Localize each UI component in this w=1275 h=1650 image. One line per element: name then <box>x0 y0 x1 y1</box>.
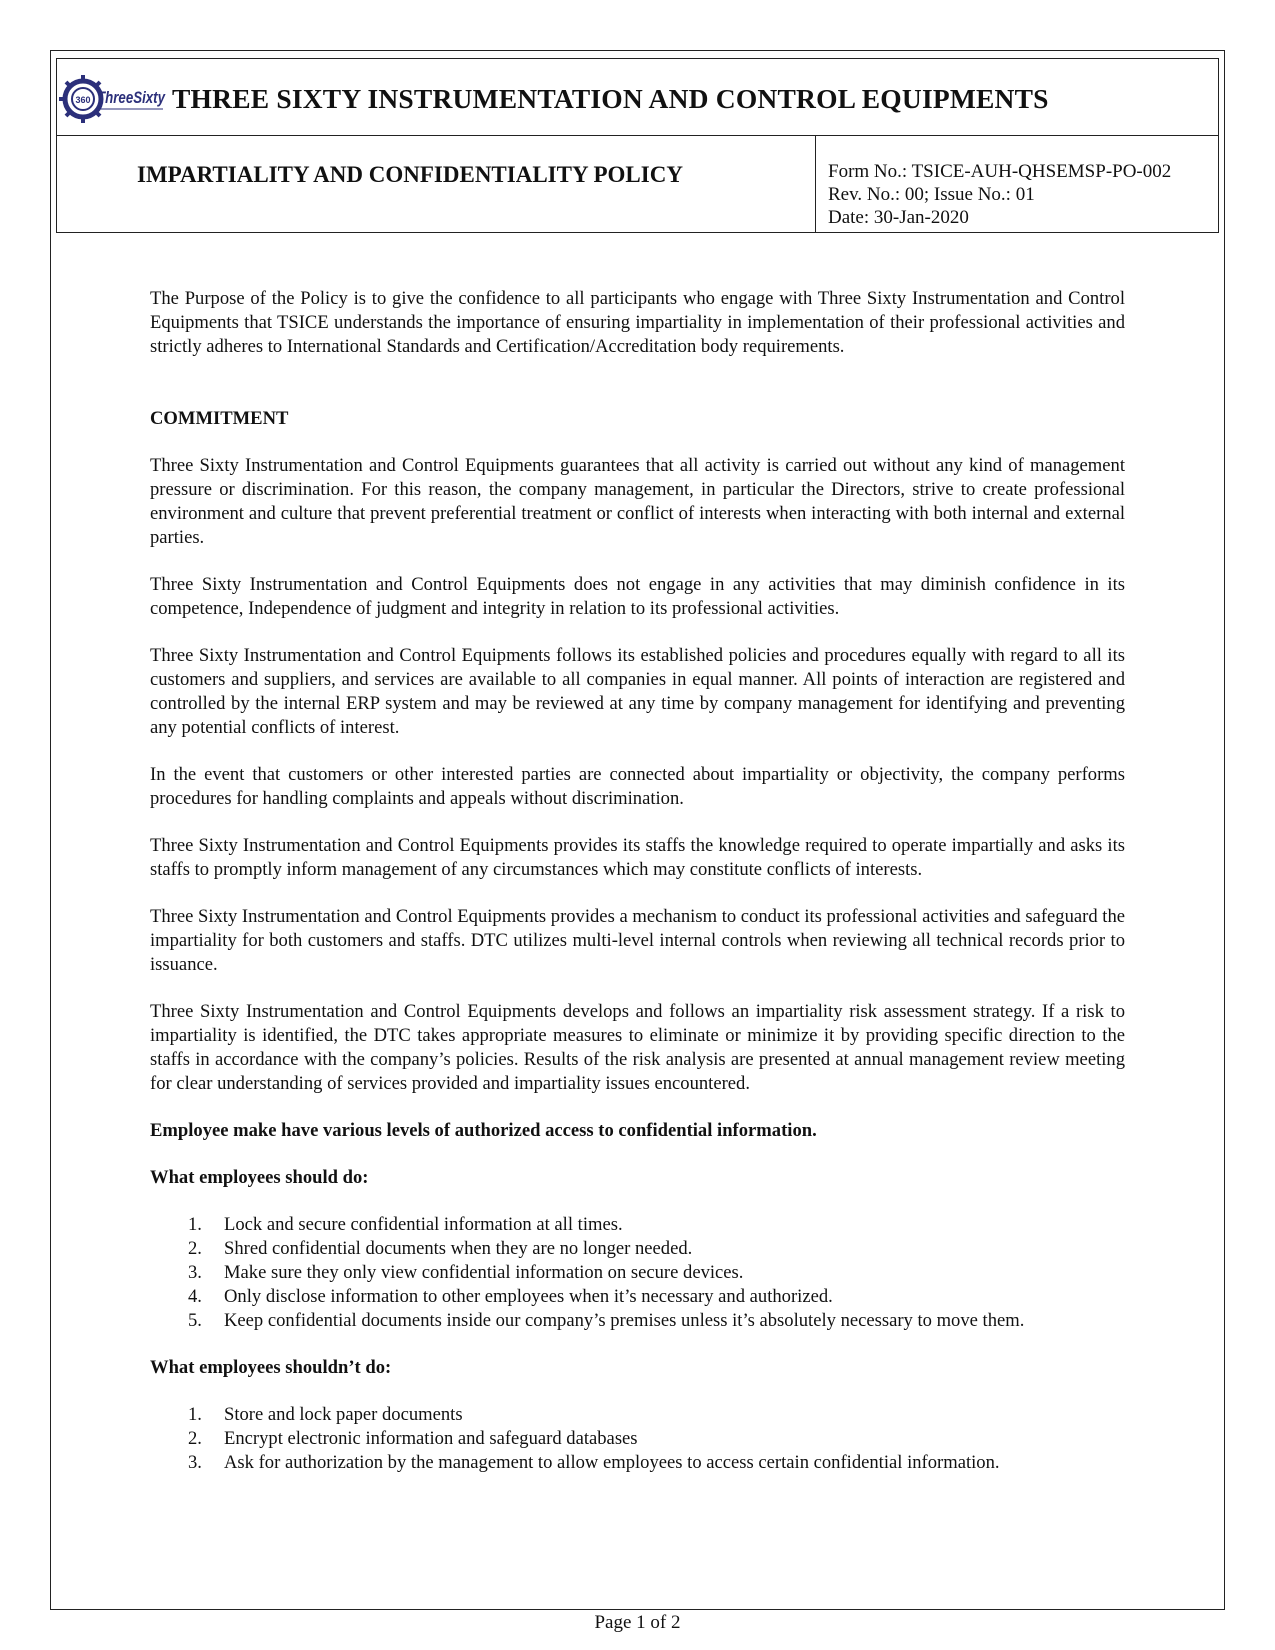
form-number: Form No.: TSICE-AUH-QHSEMSP-PO-002 <box>828 161 1172 182</box>
document-date: Date: 30-Jan-2020 <box>828 207 969 228</box>
commitment-paragraph: Three Sixty Instrumentation and Control Equipments guarantees that all activity is carried out without any kind of management pressure or discrimination. For this reason, the company management, in particular the Directors, strive to create professional environment and culture that prevent preferential treatment or conflict of interests when interacting with both internal and external parties. <box>150 455 1125 548</box>
list-item <box>150 1309 1125 1333</box>
list-item-number: 3. <box>188 1452 202 1473</box>
page-number: Page 1 of 2 <box>594 1612 681 1633</box>
list-item-number: 2. <box>188 1428 202 1449</box>
should-do-list <box>150 1213 1125 1333</box>
document-header <box>56 58 1219 233</box>
commitment-paragraph: Three Sixty Instrumentation and Control Equipments develops and follows an impartiality risk assessment strategy. If a risk to impartiality is identified, the DTC takes appropriate measures to eliminate or minimize it by providing specific direction to the staffs in accordance with the company’s policies. Results of the risk analysis are presented at annual management review meeting for clear understanding of services provided and impartiality issues encountered. <box>150 1001 1125 1094</box>
list-item-text: Lock and secure confidential information at all times. <box>224 1214 623 1235</box>
logo-number-text: 360 <box>75 95 91 105</box>
commitment-paragraph: Three Sixty Instrumentation and Control Equipments follows its established policies and procedures equally with regard to all its customers and suppliers, and services are available to all companies in equal manner. All points of interaction are registered and controlled by the internal ERP system and may be reviewed at any time by company management for identifying and preventing any potential conflicts of interest. <box>150 645 1125 738</box>
list-item <box>150 1451 1125 1475</box>
list-item-text: Only disclose information to other employees when it’s necessary and authorized. <box>224 1286 833 1307</box>
shouldnt-do-heading: What employees shouldn’t do: <box>150 1357 392 1378</box>
list-item <box>150 1427 1125 1451</box>
list-item-number: 5. <box>188 1310 202 1331</box>
revision-issue: Rev. No.: 00; Issue No.: 01 <box>828 184 1035 205</box>
shouldnt-do-list <box>150 1403 1125 1475</box>
list-item <box>150 1285 1125 1309</box>
header-info-row <box>57 136 1218 232</box>
list-item-text: Shred confidential documents when they are no longer needed. <box>224 1238 693 1259</box>
policy-body <box>150 287 1125 1475</box>
list-item-number: 3. <box>188 1262 202 1283</box>
list-item <box>150 1261 1125 1285</box>
list-item-number: 4. <box>188 1286 202 1307</box>
company-name: THREE SIXTY INSTRUMENTATION AND CONTROL EQUIPMENTS <box>172 83 1049 114</box>
list-item-text: Ask for authorization by the management to allow employees to access certain confidential information. <box>224 1452 1000 1473</box>
list-item <box>150 1237 1125 1261</box>
list-item <box>150 1403 1125 1427</box>
intro-paragraph: The Purpose of the Policy is to give the confidence to all participants who engage with Three Sixty Instrumentation and Control Equipments that TSICE understands the importance of ensuring impartiality in implementation of their professional activities and strictly adheres to International Standards and Certification/Accreditation body requirements. <box>150 288 1125 357</box>
list-item-text: Make sure they only view confidential information on secure devices. <box>224 1262 744 1283</box>
list-item-text: Store and lock paper documents <box>224 1404 463 1425</box>
commitment-paragraph: Three Sixty Instrumentation and Control Equipments provides a mechanism to conduct its professional activities and safeguard the impartiality for both customers and staffs. DTC utilizes multi-level internal controls when reviewing all technical records prior to issuance. <box>150 906 1125 975</box>
company-logo <box>63 65 167 133</box>
policy-title: IMPARTIALITY AND CONFIDENTIALITY POLICY <box>137 162 683 187</box>
list-item-number: 2. <box>188 1238 202 1259</box>
logo-wordmark-text: ThreeSixty <box>97 88 167 107</box>
list-item-text: Encrypt electronic information and safeguard databases <box>224 1428 638 1449</box>
commitment-paragraph: In the event that customers or other interested parties are connected about impartiality or objectivity, the company performs procedures for handling complaints and appeals without discrimination. <box>150 764 1125 809</box>
section-heading-commitment: COMMITMENT <box>150 408 289 429</box>
header-title-row <box>57 59 1218 136</box>
list-item-number: 1. <box>188 1214 202 1235</box>
commitment-paragraph: Three Sixty Instrumentation and Control Equipments provides its staffs the knowledge required to operate impartially and asks its staffs to promptly inform management of any circumstances which may constitute conflicts of interests. <box>150 835 1125 880</box>
form-info-box <box>815 136 1218 232</box>
should-do-heading: What employees should do: <box>150 1167 369 1188</box>
commitment-paragraph: Three Sixty Instrumentation and Control Equipments does not engage in any activities that may diminish confidence in its competence, Independence of judgment and integrity in relation to its professional activities. <box>150 574 1125 619</box>
list-item-text: Keep confidential documents inside our company’s premises unless it’s absolutely necessary to move them. <box>224 1310 1025 1331</box>
list-item <box>150 1213 1125 1237</box>
list-item-number: 1. <box>188 1404 202 1425</box>
access-statement: Employee make have various levels of authorized access to confidential information. <box>150 1120 817 1141</box>
